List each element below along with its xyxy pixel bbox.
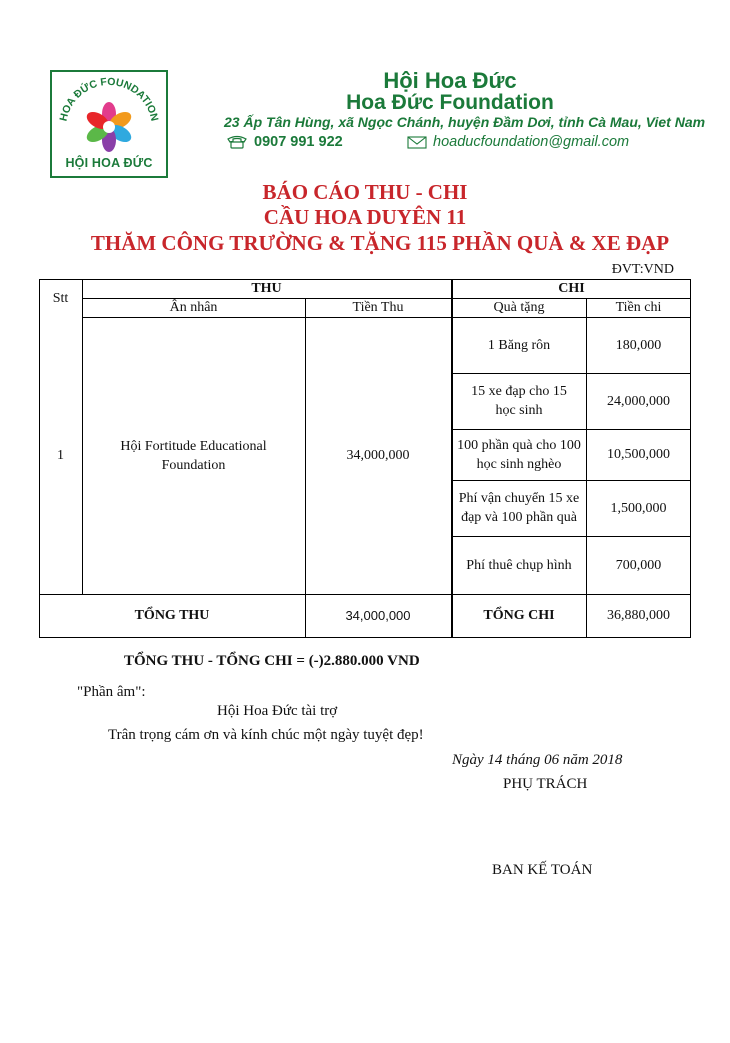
report-date: Ngày 14 tháng 06 năm 2018 [452, 752, 623, 768]
header-gift: Quà tặng [493, 300, 545, 315]
logo-arc-text: HOA ĐỨC FOUNDATION [57, 75, 161, 123]
report-title: BÁO CÁO THU - CHI [262, 180, 468, 204]
header-income: Tiền Thu [352, 300, 404, 315]
expense-item: Phí thuê chụp hình [466, 557, 572, 573]
accounting-signature: BAN KẾ TOÁN [492, 862, 593, 878]
expense-amount: 180,000 [615, 337, 662, 353]
expense-amount: 1,500,000 [610, 500, 667, 516]
responsible-signature: PHỤ TRÁCH [503, 776, 588, 792]
currency-unit: ĐVT:VND [611, 262, 674, 277]
total-expense-value: 36,880,000 [607, 608, 670, 623]
report-event: THĂM CÔNG TRƯỜNG & TẶNG 115 PHẦN QUÀ & XE ĐẠP [90, 231, 670, 255]
logo-bottom-text: HỘI HOA ĐỨC [65, 156, 153, 170]
sponsor-note: Hội Hoa Đức tài trợ [217, 703, 338, 719]
email-address: hoaducfoundation@gmail.com [433, 134, 630, 150]
finance-table [39, 279, 691, 638]
org-address: 23 Ấp Tân Hùng, xã Ngọc Chánh, huyện Đầm Dơi, tỉnh Cà Mau, Viet Nam [224, 114, 706, 130]
donor-name: Hội Fortitude Educational Foundation [120, 438, 267, 473]
email-contact [407, 134, 629, 150]
expense-item: 1 Băng rôn [487, 337, 551, 353]
header-expense: Tiền chi [615, 300, 662, 315]
expense-amount: 10,500,000 [607, 447, 670, 462]
org-name-en: Hoa Đức Foundation [346, 91, 554, 114]
report-subtitle: CẦU HOA DUYÊN 11 [263, 205, 467, 229]
phone-contact [226, 134, 343, 150]
deficit-note-label: "Phần âm": [77, 684, 146, 700]
header-chi: CHI [558, 281, 585, 296]
telephone-icon [226, 135, 248, 149]
expense-item: Phí vận chuyển 15 xe đạp và 100 phần quà [458, 491, 580, 525]
org-name-vi: Hội Hoa Đức [383, 68, 517, 93]
total-income-label: TỔNG THU [134, 608, 210, 623]
header-thu: THU [251, 281, 282, 296]
income-amount: 34,000,000 [346, 448, 410, 463]
expense-item: 15 xe đạp cho 15 học sinh [471, 384, 567, 418]
balance-summary: TỔNG THU - TỔNG CHI = (-)2.880.000 VND [124, 653, 420, 669]
header-stt: Stt [52, 290, 69, 306]
thanks-note: Trân trọng cám ơn và kính chúc một ngày tuyệt đẹp! [108, 727, 424, 743]
foundation-logo [50, 70, 168, 178]
envelope-icon [407, 136, 427, 149]
header-donor: Ân nhân [169, 300, 218, 315]
expense-amount: 24,000,000 [607, 393, 670, 409]
total-expense-label: TỔNG CHI [483, 608, 555, 623]
expense-item: 100 phần quà cho 100 học sinh nghèo [457, 437, 581, 472]
total-income-value: 34,000,000 [345, 608, 411, 623]
phone-number: 0907 991 922 [254, 134, 343, 150]
row-stt: 1 [57, 448, 64, 463]
expense-amount: 700,000 [615, 557, 662, 573]
